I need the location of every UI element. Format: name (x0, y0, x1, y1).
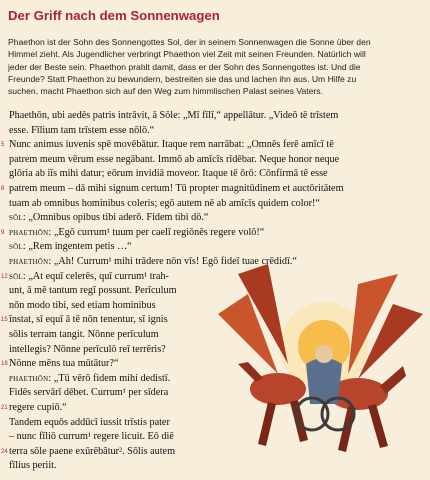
line-text: „At equī celerēs, quī currum¹ trah- (28, 270, 169, 282)
text-line (0, 139, 430, 155)
text-line (0, 212, 430, 228)
text-line (0, 227, 430, 243)
line-text: esse. Fīlium tam trīstem esse nōlō.“ (9, 124, 155, 136)
line-text: „Egō currum¹ tuum per caelī regiōnēs regere volō!“ (53, 226, 265, 238)
line-text-wrap (9, 198, 320, 209)
line-number: 12 (1, 273, 8, 280)
line-text: regere cupiō.“ (9, 402, 67, 413)
line-text: nōn modo tibi, sed etiam hominibus (9, 299, 156, 311)
line-text: „Tū vērō fidem mihi dedistī. (53, 372, 171, 384)
line-text-wrap (9, 300, 156, 311)
line-text: unt, ā mē tantum regī possunt. Perīculum (9, 285, 177, 297)
line-text: „Ah! Currum¹ mihi trādere nōn vīs! Egō fideī tuae crēdidī.“ (53, 256, 297, 267)
line-text-wrap (9, 402, 67, 413)
line-text-wrap (9, 344, 166, 355)
line-text: sōlis terram tangit. Nōnne perīculum (9, 329, 159, 340)
line-text-wrap (9, 285, 177, 296)
text-line (0, 154, 430, 170)
line-text: – nunc fīliō currum¹ regere licuit. Eō diē (9, 431, 174, 443)
speaker-label: phaethōn: (9, 226, 52, 238)
speaker-label: sōl: (9, 270, 26, 282)
line-text: fīlius periit. (9, 460, 57, 472)
line-text: Nōnne mēns tua mūtātur?“ (9, 358, 119, 370)
line-text-wrap (9, 212, 208, 223)
line-text-wrap (9, 154, 339, 165)
line-text-wrap (9, 241, 132, 252)
line-number: 24 (1, 448, 8, 455)
line-text: Phaethōn, ubi aedēs patris intrāvit, ā Sōle: „Mī fīlī,“ appellātur. „Videō tē trīstem (9, 110, 339, 121)
text-line (0, 168, 430, 184)
text-line (0, 183, 430, 199)
line-number: 9 (1, 229, 5, 236)
line-text-wrap (9, 417, 170, 428)
line-text-wrap (9, 358, 118, 369)
speaker-label: sōl: (9, 212, 26, 224)
speaker-label: phaethōn: (9, 372, 52, 384)
text-line (0, 110, 430, 126)
line-text-wrap (9, 183, 344, 194)
line-text-wrap (9, 373, 170, 384)
line-number: 15 (1, 317, 8, 324)
line-text-wrap (9, 110, 338, 121)
line-text: „Rem ingentem petis …“ (28, 241, 132, 253)
line-text-wrap (9, 460, 57, 471)
line-text-wrap (9, 387, 168, 398)
line-text-wrap (9, 446, 175, 457)
text-line (0, 198, 430, 214)
line-number: 21 (1, 405, 8, 411)
line-text-wrap (9, 168, 328, 179)
line-text: tuam ab omnibus hominibus coleris; egō autem nē ab amīcīs quidem color!“ (9, 197, 320, 209)
line-text: Tandem equōs addūcī iussit trīstis pater (9, 416, 170, 428)
line-text-wrap (9, 139, 334, 150)
line-text-wrap (9, 125, 154, 136)
intro-paragraph (8, 36, 426, 97)
intro-line: Phaethon ist der Sohn des Sonnengottes Sol, der in seinem Sonnenwagen die Sonne über den (8, 37, 371, 47)
line-text-wrap (9, 227, 264, 238)
line-text: patrem meum – dā mihi signum certum! Tū propter magnitūdinem et auctōritātem (9, 183, 344, 194)
line-text: glōria ab iīs mihi datur; eōrum invidiā moveor. Itaque tē ōrō: Cōnfirmā tē esse (9, 168, 328, 180)
line-text-wrap (9, 329, 159, 340)
line-text: intellegis? Nōnne perīculō reī terrēris? (9, 343, 166, 355)
line-text: patrem meum vērum esse negābant. Immō ab amīcīs rīdēbar. Neque honor neque (9, 153, 340, 165)
line-text-wrap (9, 431, 174, 442)
line-number: 18 (1, 361, 8, 368)
line-text-wrap (9, 271, 169, 282)
chariot-horses-illustration (208, 254, 430, 480)
text-line (0, 125, 430, 141)
line-text: „Omnibus opibus tibi aderō. Fidem tibi dō.“ (28, 212, 209, 224)
speaker-label: phaethōn: (9, 256, 52, 267)
line-text: Fidēs servārī dēbet. Currum¹ per sīdera (9, 387, 169, 399)
line-text: terra sōle paene exūrēbātur². Sōlis autem (9, 445, 175, 457)
page-title: Der Griff nach dem Sonnenwagen (8, 8, 220, 23)
intro-line: suchen, macht Phaethon sich auf den Weg zum himmlischen Palast seines Vaters. (8, 86, 323, 97)
intro-line: jeder der Beste sein. Phaethon prahlt damit, dass er der Sohn des Sonnengottes ist. Und die (8, 61, 361, 72)
intro-line: Freunde? Statt Phaethon zu bewundern, bestreiten sie das und lachen ihn aus. Um Hilfe zu (8, 73, 357, 84)
intro-line: Himmel zieht. Als Jugendlicher verbringt Phaethon viel Zeit mit seinen Freunden. Natürlich will (8, 49, 366, 60)
line-text-wrap (9, 314, 168, 325)
line-text: īnstat, sī equī ā tē nōn tenentur, sī ignis (9, 314, 168, 326)
line-number: 8 (1, 186, 5, 192)
line-number: 5 (1, 142, 5, 149)
speaker-label: sōl: (9, 241, 26, 253)
line-text: Nunc animus iuvenis spē movēbātur. Itaque rem narrābat: „Omnēs ferē amīcī tē (9, 139, 334, 151)
